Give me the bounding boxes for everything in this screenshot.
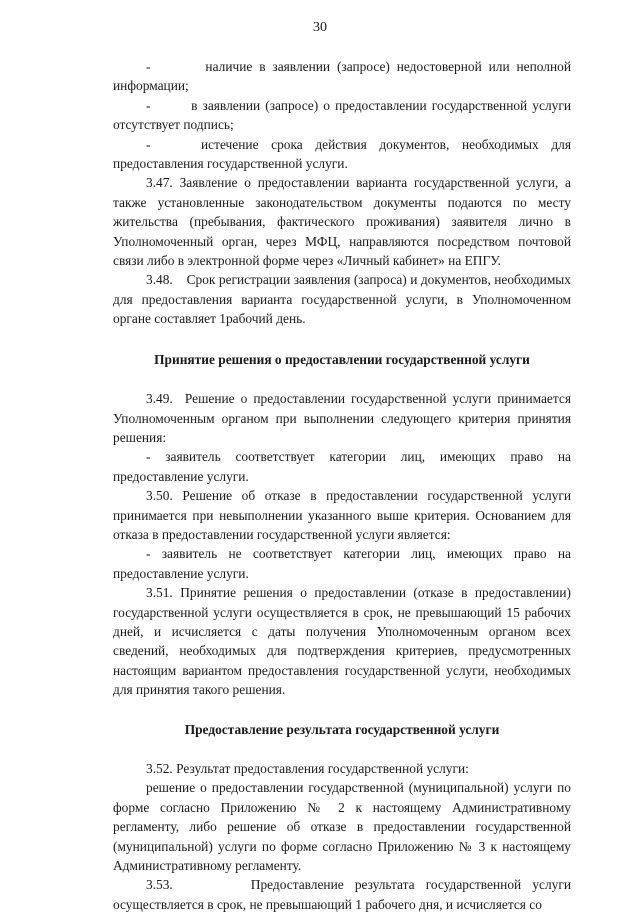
paragraph-3-49: 3.49. Решение о предоставлении государственной услуги принимается Уполномоченным органом при выполнении следующего критерия принятия решения: <box>113 391 571 445</box>
paragraph-result-forms: решение о предоставлении государственной (муниципальной) услуги по форме согласно Приложению № 2 к настоящему Административному регламенту, либо решение об отказе в предоставлении государственной (муниципальной) услуги по форме согласно Приложению № 3 к настоящему Административному регламенту. <box>113 780 571 874</box>
list-item-expired-documents: - истечение срока действия документов, необходимых для предоставления государственной услуги. <box>113 136 571 172</box>
list-item-missing-signature: - в заявлении (запросе) о предоставлении государственной услуги отсутствует подпись; <box>113 97 571 133</box>
paragraph-3-52: 3.52. Результат предоставления государственной услуги: <box>146 761 469 776</box>
page-number: 30 <box>313 20 327 35</box>
section-heading-decision: Принятие решения о предоставлении государственной услуги <box>154 351 530 367</box>
list-item-incorrect-info: - наличие в заявлении (запросе) недостоверной или неполной информации; <box>113 59 571 94</box>
paragraph-3-47: 3.47. Заявление о предоставлении варианта государственной услуги, а также установленные законодательством документы подаются по месту жительства (пребывания, фактического проживания) заявителя лично в Уполномоченный орган, через МФЦ, направляются посредством почтовой связи либо в электронной форме через «Личный кабинет» на ЕПГУ. <box>113 175 571 269</box>
paragraph-3-48: 3.48. Срок регистрации заявления (запроса) и документов, необходимых для предоставления варианта государственной услуги, в Уполномоченном органе составляет 1рабочий день. <box>113 272 571 327</box>
paragraph-3-51: 3.51. Принятие решения о предоставлении (отказе в предоставлении) государственной услуги осуществляется в срок, не превышающий 15 рабочих дней, и исчисляется с даты получения Уполномоченным органом всех сведений, необходимых для подтверждения критериев, предусмотренных настоящим вариантом предоставления государственной услуги, необходимых для принятия такого решения. <box>113 585 571 698</box>
paragraph-3-50: 3.50. Решение об отказе в предоставлении государственной услуги принимается при невыполнении указанного выше критерия. Основанием для отказа в предоставлении государственной услуги является: <box>113 488 571 542</box>
paragraph-3-53: 3.53. Предоставление результата государственной услуги осуществляется в срок, не превышающий 1 рабочего дня, и исчисляется со <box>113 877 571 912</box>
list-item-applicant-not-eligible: - заявитель не соответствует категории лиц, имеющих право на предоставление услуги. <box>113 546 571 581</box>
section-heading-result: Предоставление результата государственной услуги <box>184 721 500 737</box>
document-body <box>113 57 571 914</box>
list-item-applicant-eligible: - заявитель соответствует категории лиц, имеющих право на предоставление услуги. <box>113 449 571 484</box>
